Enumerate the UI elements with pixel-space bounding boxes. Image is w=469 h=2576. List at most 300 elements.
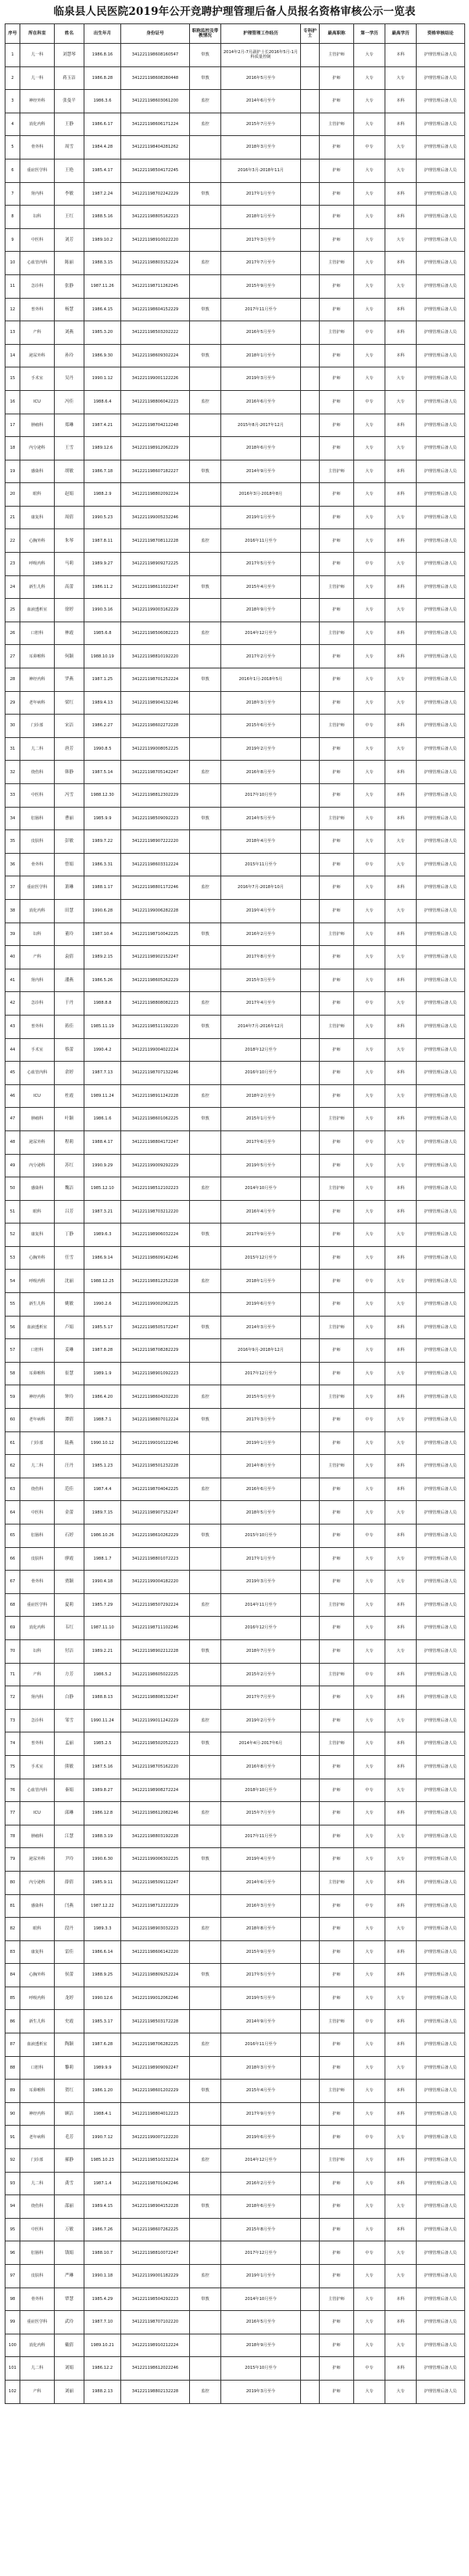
- cell-index: 21: [5, 506, 20, 529]
- table-row: [5, 1339, 465, 1363]
- cell-id-number: 341221198711102246: [121, 1617, 190, 1640]
- cell-management-experience: 2019年6月至今: [221, 2126, 301, 2149]
- cell-name: 曾娟: [55, 853, 84, 876]
- table-row: [5, 344, 465, 367]
- cell-management-experience: 2019年3月至今: [221, 367, 301, 391]
- cell-review-result: 护理管理后备人员: [417, 645, 465, 668]
- cell-highest-education: 本科: [385, 182, 417, 206]
- cell-department: 普外科: [20, 298, 55, 321]
- cell-specialist-nurse: [301, 1385, 320, 1409]
- cell-management-experience: 2016年10月至今: [221, 1062, 301, 1085]
- cell-id-number: 341221199007122220: [121, 2126, 190, 2149]
- cell-specialist-nurse: [301, 159, 320, 182]
- cell-highest-education: 大专: [385, 2380, 417, 2403]
- cell-birth: 1990.6.30: [84, 1848, 121, 1872]
- col-header-monitor-teaching: 职称监控及带教情况: [190, 24, 221, 44]
- cell-name: 孙玲: [55, 344, 84, 367]
- cell-review-result: 护理管理后备人员: [417, 252, 465, 275]
- cell-highest-education: 本科: [385, 645, 417, 668]
- cell-highest-title: 护师: [320, 1639, 354, 1663]
- cell-department: ICU: [20, 1802, 55, 1825]
- cell-birth: 1987.10.4: [84, 923, 121, 946]
- cell-management-experience: 2015年9月至今: [221, 1940, 301, 1964]
- cell-highest-title: 护师: [320, 1848, 354, 1872]
- cell-review-result: 护理管理后备人员: [417, 2172, 465, 2195]
- cell-review-result: 护理管理后备人员: [417, 529, 465, 553]
- cell-highest-title: 护师: [320, 2218, 354, 2241]
- cell-monitor-teaching: 带教: [190, 1224, 221, 1247]
- cell-management-experience: 2014年12月至今: [221, 2149, 301, 2173]
- cell-id-number: 341221198901092223: [121, 1362, 190, 1385]
- cell-birth: 1987.11.26: [84, 274, 121, 298]
- cell-monitor-teaching: [190, 2102, 221, 2126]
- cell-review-result: 护理管理后备人员: [417, 1501, 465, 1524]
- cell-review-result: 护理管理后备人员: [417, 575, 465, 599]
- cell-index: 20: [5, 483, 20, 507]
- cell-birth: 1987.7.10: [84, 2311, 121, 2334]
- cell-highest-title: 护师: [320, 182, 354, 206]
- cell-birth: 1989.9.27: [84, 553, 121, 576]
- cell-specialist-nurse: [301, 2311, 320, 2334]
- cell-highest-title: 护师: [320, 876, 354, 900]
- cell-index: 92: [5, 2149, 20, 2173]
- cell-highest-title: 护师: [320, 2265, 354, 2288]
- cell-highest-title: 护师: [320, 1940, 354, 1964]
- cell-review-result: 护理管理后备人员: [417, 2241, 465, 2265]
- table-row: [5, 113, 465, 136]
- cell-highest-education: 本科: [385, 1246, 417, 1270]
- cell-birth: 1987.7.13: [84, 1062, 121, 1085]
- cell-management-experience: 2017年10月至今: [221, 784, 301, 808]
- cell-name: 吕芳: [55, 1200, 84, 1224]
- cell-department: 老年病科: [20, 691, 55, 715]
- cell-department: 肿瘤科: [20, 1825, 55, 1848]
- cell-specialist-nurse: [301, 1038, 320, 1062]
- cell-review-result: 护理管理后备人员: [417, 90, 465, 113]
- cell-first-education: 大专: [354, 367, 385, 391]
- cell-highest-education: 本科: [385, 1894, 417, 1918]
- cell-department: 泌尿外科: [20, 1848, 55, 1872]
- cell-specialist-nurse: [301, 2102, 320, 2126]
- cell-highest-title: 护师: [320, 2172, 354, 2195]
- cell-index: 38: [5, 899, 20, 923]
- cell-id-number: 341221198701252224: [121, 668, 190, 692]
- cell-department: 妇科: [20, 923, 55, 946]
- cell-index: 98: [5, 2288, 20, 2311]
- cell-highest-education: 本科: [385, 1177, 417, 1201]
- cell-birth: 1988.8.13: [84, 1686, 121, 1710]
- cell-index: 93: [5, 2172, 20, 2195]
- cell-department: 骨外科: [20, 1571, 55, 1594]
- cell-index: 73: [5, 1709, 20, 1732]
- cell-index: 59: [5, 1385, 20, 1409]
- cell-highest-education: 大专: [385, 1293, 417, 1317]
- cell-first-education: 大专: [354, 1987, 385, 2010]
- cell-birth: 1986.4.20: [84, 1385, 121, 1409]
- cell-highest-title: 主管护师: [320, 1108, 354, 1131]
- table-row: [5, 784, 465, 808]
- cell-monitor-teaching: 监控: [190, 1478, 221, 1501]
- cell-monitor-teaching: 带教: [190, 1316, 221, 1339]
- cell-management-experience: 2015年12月至今: [221, 1246, 301, 1270]
- cell-first-education: 中专: [354, 2241, 385, 2265]
- cell-monitor-teaching: [190, 1779, 221, 1802]
- cell-name: 韩静: [55, 761, 84, 784]
- cell-highest-title: 护师: [320, 298, 354, 321]
- cell-monitor-teaching: 带教: [190, 575, 221, 599]
- cell-name: 万敏: [55, 2218, 84, 2241]
- cell-first-education: 大专: [354, 1293, 385, 1317]
- cell-review-result: 护理管理后备人员: [417, 1130, 465, 1154]
- cell-id-number: 341221198612022246: [121, 2357, 190, 2381]
- cell-specialist-nurse: [301, 529, 320, 553]
- cell-department: 心胸外科: [20, 529, 55, 553]
- cell-highest-education: 大专: [385, 2241, 417, 2265]
- cell-review-result: 护理管理后备人员: [417, 367, 465, 391]
- cell-index: 43: [5, 1015, 20, 1038]
- cell-id-number: 341221198910212224: [121, 2334, 190, 2357]
- cell-first-education: 大专: [354, 784, 385, 808]
- cell-monitor-teaching: [190, 483, 221, 507]
- cell-review-result: 护理管理后备人员: [417, 668, 465, 692]
- cell-monitor-teaching: 监控: [190, 113, 221, 136]
- cell-management-experience: 2015年8月-2017年12月: [221, 414, 301, 437]
- cell-specialist-nurse: [301, 1732, 320, 1756]
- cell-highest-education: 大专: [385, 159, 417, 182]
- cell-management-experience: 2014年10月至今: [221, 1177, 301, 1201]
- cell-management-experience: 2016年5月至今: [221, 321, 301, 345]
- cell-highest-education: 本科: [385, 2080, 417, 2103]
- cell-highest-title: 护师: [320, 66, 354, 90]
- cell-specialist-nurse: [301, 437, 320, 460]
- cell-highest-education: 大专: [385, 437, 417, 460]
- cell-birth: 1988.4.17: [84, 1130, 121, 1154]
- cell-highest-title: 护师: [320, 1686, 354, 1710]
- cell-monitor-teaching: 带教: [190, 1409, 221, 1432]
- cell-department: 感染科: [20, 460, 55, 483]
- cell-management-experience: 2016年4月至今: [221, 1200, 301, 1224]
- cell-first-education: 中专: [354, 321, 385, 345]
- table-row: [5, 298, 465, 321]
- cell-review-result: 护理管理后备人员: [417, 1200, 465, 1224]
- cell-monitor-teaching: 监控: [190, 1270, 221, 1293]
- cell-index: 53: [5, 1246, 20, 1270]
- cell-highest-education: 本科: [385, 529, 417, 553]
- cell-highest-education: 大专: [385, 1825, 417, 1848]
- cell-specialist-nurse: [301, 2033, 320, 2057]
- cell-birth: 1986.6.17: [84, 113, 121, 136]
- cell-department: 手术室: [20, 1038, 55, 1062]
- cell-specialist-nurse: [301, 1547, 320, 1571]
- cell-index: 80: [5, 1871, 20, 1894]
- cell-name: 周雪: [55, 136, 84, 159]
- cell-index: 72: [5, 1686, 20, 1710]
- cell-name: 冯雪: [55, 784, 84, 808]
- cell-specialist-nurse: [301, 2056, 320, 2080]
- cell-birth: 1987.12.22: [84, 1894, 121, 1918]
- cell-monitor-teaching: 带教: [190, 668, 221, 692]
- cell-index: 57: [5, 1339, 20, 1363]
- cell-specialist-nurse: [301, 992, 320, 1016]
- cell-specialist-nurse: [301, 1431, 320, 1455]
- cell-id-number: 341221198603061200: [121, 90, 190, 113]
- cell-highest-title: 护师: [320, 992, 354, 1016]
- cell-id-number: 341221198601062225: [121, 1108, 190, 1131]
- cell-specialist-nurse: [301, 1964, 320, 1987]
- cell-first-education: 大专: [354, 1918, 385, 1941]
- cell-review-result: 护理管理后备人员: [417, 2218, 465, 2241]
- cell-highest-education: 大专: [385, 1848, 417, 1872]
- cell-index: 83: [5, 1940, 20, 1964]
- cell-first-education: 大专: [354, 460, 385, 483]
- cell-management-experience: 2017年1月至今: [221, 182, 301, 206]
- cell-first-education: 大专: [354, 1316, 385, 1339]
- cell-management-experience: 2015年9月至今: [221, 274, 301, 298]
- cell-name: 王雪: [55, 437, 84, 460]
- cell-name: 罗燕: [55, 668, 84, 692]
- cell-management-experience: 2017年6月至今: [221, 1130, 301, 1154]
- col-header-index: 序号: [5, 24, 20, 44]
- cell-review-result: 护理管理后备人员: [417, 1478, 465, 1501]
- cell-management-experience: 2019年1月至今: [221, 1431, 301, 1455]
- cell-id-number: 341221198807012224: [121, 1409, 190, 1432]
- cell-monitor-teaching: [190, 1617, 221, 1640]
- cell-name: 刘慧琴: [55, 44, 84, 67]
- cell-first-education: 大专: [354, 228, 385, 252]
- cell-specialist-nurse: [301, 1084, 320, 1108]
- cell-highest-title: 护师: [320, 483, 354, 507]
- cell-monitor-teaching: 监控: [190, 2265, 221, 2288]
- cell-highest-title: 主管护师: [320, 1732, 354, 1756]
- cell-name: 何颖: [55, 645, 84, 668]
- cell-review-result: 护理管理后备人员: [417, 2311, 465, 2334]
- cell-birth: 1988.4.1: [84, 2102, 121, 2126]
- cell-highest-title: 护师: [320, 691, 354, 715]
- cell-highest-title: 护师: [320, 2126, 354, 2149]
- cell-monitor-teaching: [190, 2241, 221, 2265]
- cell-monitor-teaching: [190, 1940, 221, 1964]
- cell-highest-title: 护师: [320, 946, 354, 969]
- cell-monitor-teaching: [190, 1200, 221, 1224]
- cell-id-number: 341221198504292223: [121, 2288, 190, 2311]
- cell-review-result: 护理管理后备人员: [417, 1015, 465, 1038]
- cell-first-education: 大专: [354, 599, 385, 622]
- cell-specialist-nurse: [301, 899, 320, 923]
- cell-index: 26: [5, 622, 20, 645]
- cell-highest-title: 护师: [320, 553, 354, 576]
- cell-name: 熊敏: [55, 1755, 84, 1779]
- cell-review-result: 护理管理后备人员: [417, 1825, 465, 1848]
- cell-monitor-teaching: 带教: [190, 2195, 221, 2219]
- cell-birth: 1986.2.27: [84, 715, 121, 738]
- cell-specialist-nurse: [301, 1293, 320, 1317]
- cell-id-number: 341221198612082246: [121, 1802, 190, 1825]
- cell-specialist-nurse: [301, 206, 320, 229]
- cell-specialist-nurse: [301, 622, 320, 645]
- cell-management-experience: 2015年2月至今: [221, 1663, 301, 1686]
- table-row: [5, 876, 465, 900]
- cell-specialist-nurse: [301, 66, 320, 90]
- cell-index: 52: [5, 1224, 20, 1247]
- cell-index: 15: [5, 367, 20, 391]
- cell-index: 50: [5, 1177, 20, 1201]
- cell-highest-education: 大专: [385, 2195, 417, 2219]
- cell-name: 蒋佳: [55, 1015, 84, 1038]
- cell-index: 68: [5, 1593, 20, 1617]
- cell-index: 6: [5, 159, 20, 182]
- cell-name: 谭倩: [55, 1409, 84, 1432]
- cell-highest-education: 大专: [385, 274, 417, 298]
- cell-id-number: 341221198912062229: [121, 437, 190, 460]
- cell-review-result: 护理管理后备人员: [417, 1848, 465, 1872]
- cell-highest-title: 主管护师: [320, 2288, 354, 2311]
- cell-id-number: 341221198404281262: [121, 136, 190, 159]
- cell-review-result: 护理管理后备人员: [417, 553, 465, 576]
- cell-review-result: 护理管理后备人员: [417, 159, 465, 182]
- cell-first-education: 中专: [354, 1130, 385, 1154]
- cell-monitor-teaching: [190, 159, 221, 182]
- table-row: [5, 1918, 465, 1941]
- cell-highest-title: 护师: [320, 1200, 354, 1224]
- cell-birth: 1984.4.28: [84, 136, 121, 159]
- cell-department: 急诊科: [20, 274, 55, 298]
- cell-department: 口腔科: [20, 2056, 55, 2080]
- cell-management-experience: 2017年1月至今: [221, 1547, 301, 1571]
- cell-highest-title: 护师: [320, 1709, 354, 1732]
- cell-highest-title: 护师: [320, 1084, 354, 1108]
- cell-id-number: 341221198509092223: [121, 807, 190, 830]
- cell-birth: 1987.11.10: [84, 1617, 121, 1640]
- cell-birth: 1985.9.11: [84, 1871, 121, 1894]
- table-row: [5, 90, 465, 113]
- cell-review-result: 护理管理后备人员: [417, 2265, 465, 2288]
- cell-department: 产科: [20, 2380, 55, 2403]
- cell-review-result: 护理管理后备人员: [417, 1894, 465, 1918]
- cell-specialist-nurse: [301, 1478, 320, 1501]
- cell-department: 中医科: [20, 1501, 55, 1524]
- table-row: [5, 1084, 465, 1108]
- cell-highest-title: 主管护师: [320, 1871, 354, 1894]
- cell-highest-title: 主管护师: [320, 1015, 354, 1038]
- cell-id-number: 341221198606142220: [121, 1940, 190, 1964]
- cell-department: 重症医学科: [20, 1593, 55, 1617]
- cell-highest-title: 护师: [320, 2195, 354, 2219]
- cell-id-number: 341221198503202222: [121, 321, 190, 345]
- cell-department: 儿一科: [20, 66, 55, 90]
- cell-highest-education: 大专: [385, 1918, 417, 1941]
- cell-specialist-nurse: [301, 1779, 320, 1802]
- cell-department: 肿瘤科: [20, 1108, 55, 1131]
- cell-management-experience: 2018年8月至今: [221, 1918, 301, 1941]
- cell-highest-education: 大专: [385, 1987, 417, 2010]
- cell-first-education: 大专: [354, 2288, 385, 2311]
- cell-highest-title: 护师: [320, 2334, 354, 2357]
- cell-specialist-nurse: [301, 876, 320, 900]
- cell-name: 胡敏: [55, 460, 84, 483]
- table-row: [5, 367, 465, 391]
- cell-department: ICU: [20, 390, 55, 414]
- cell-management-experience: 2017年5月至今: [221, 553, 301, 576]
- cell-index: 61: [5, 1431, 20, 1455]
- cell-management-experience: 2016年6月至今: [221, 1478, 301, 1501]
- cell-review-result: 护理管理后备人员: [417, 1871, 465, 1894]
- table-row: [5, 1639, 465, 1663]
- cell-department: 感染科: [20, 1894, 55, 1918]
- cell-specialist-nurse: [301, 252, 320, 275]
- table-row: [5, 2218, 465, 2241]
- cell-name: 蒋玉洁: [55, 66, 84, 90]
- cell-id-number: 341221198812302229: [121, 784, 190, 808]
- cell-department: 急诊科: [20, 992, 55, 1016]
- table-row: [5, 1593, 465, 1617]
- table-row: [5, 2288, 465, 2311]
- table-row: [5, 2265, 465, 2288]
- cell-monitor-teaching: [190, 2218, 221, 2241]
- cell-name: 白静: [55, 1686, 84, 1710]
- table-row: [5, 1409, 465, 1432]
- cell-review-result: 护理管理后备人员: [417, 321, 465, 345]
- cell-first-education: 大专: [354, 506, 385, 529]
- cell-name: 贾颖: [55, 1571, 84, 1594]
- cell-management-experience: 2018年5月至今: [221, 1501, 301, 1524]
- cell-id-number: 341221198602272228: [121, 715, 190, 738]
- cell-name: 雷佳: [55, 1940, 84, 1964]
- cell-name: 萧琳: [55, 876, 84, 900]
- table-row: [5, 2311, 465, 2334]
- cell-first-education: 大专: [354, 668, 385, 692]
- cell-first-education: 大专: [354, 876, 385, 900]
- cell-monitor-teaching: [190, 321, 221, 345]
- cell-index: 47: [5, 1108, 20, 1131]
- cell-specialist-nurse: [301, 506, 320, 529]
- cell-first-education: 中专: [354, 1779, 385, 1802]
- cell-id-number: 341221198705162220: [121, 1755, 190, 1779]
- table-row: [5, 2334, 465, 2357]
- cell-highest-education: 本科: [385, 344, 417, 367]
- cell-index: 63: [5, 1478, 20, 1501]
- cell-specialist-nurse: [301, 1593, 320, 1617]
- cell-highest-title: 护师: [320, 1130, 354, 1154]
- cell-department: 呼吸内科: [20, 1270, 55, 1293]
- cell-highest-education: 本科: [385, 1593, 417, 1617]
- cell-highest-education: 大专: [385, 2056, 417, 2080]
- cell-review-result: 护理管理后备人员: [417, 1547, 465, 1571]
- cell-monitor-teaching: [190, 737, 221, 761]
- cell-highest-title: 护师: [320, 853, 354, 876]
- cell-highest-title: 护师: [320, 2241, 354, 2265]
- cell-name: 张曼平: [55, 90, 84, 113]
- cell-first-education: 大专: [354, 113, 385, 136]
- cell-index: 95: [5, 2218, 20, 2241]
- cell-name: 宋洁: [55, 715, 84, 738]
- cell-first-education: 大专: [354, 830, 385, 854]
- cell-first-education: 大专: [354, 1639, 385, 1663]
- table-row: [5, 1478, 465, 1501]
- cell-index: 100: [5, 2334, 20, 2357]
- cell-id-number: 341221199001122226: [121, 367, 190, 391]
- cell-highest-education: 大专: [385, 2265, 417, 2288]
- cell-department: 血液透析室: [20, 2033, 55, 2057]
- cell-first-education: 大专: [354, 1732, 385, 1756]
- cell-highest-education: 大专: [385, 367, 417, 391]
- cell-birth: 1985.7.29: [84, 1593, 121, 1617]
- cell-monitor-teaching: 带教: [190, 66, 221, 90]
- cell-name: 韦红: [55, 1617, 84, 1640]
- cell-index: 62: [5, 1455, 20, 1478]
- cell-highest-education: 大专: [385, 1431, 417, 1455]
- cell-first-education: 大专: [354, 761, 385, 784]
- cell-management-experience: 2019年1月至今: [221, 506, 301, 529]
